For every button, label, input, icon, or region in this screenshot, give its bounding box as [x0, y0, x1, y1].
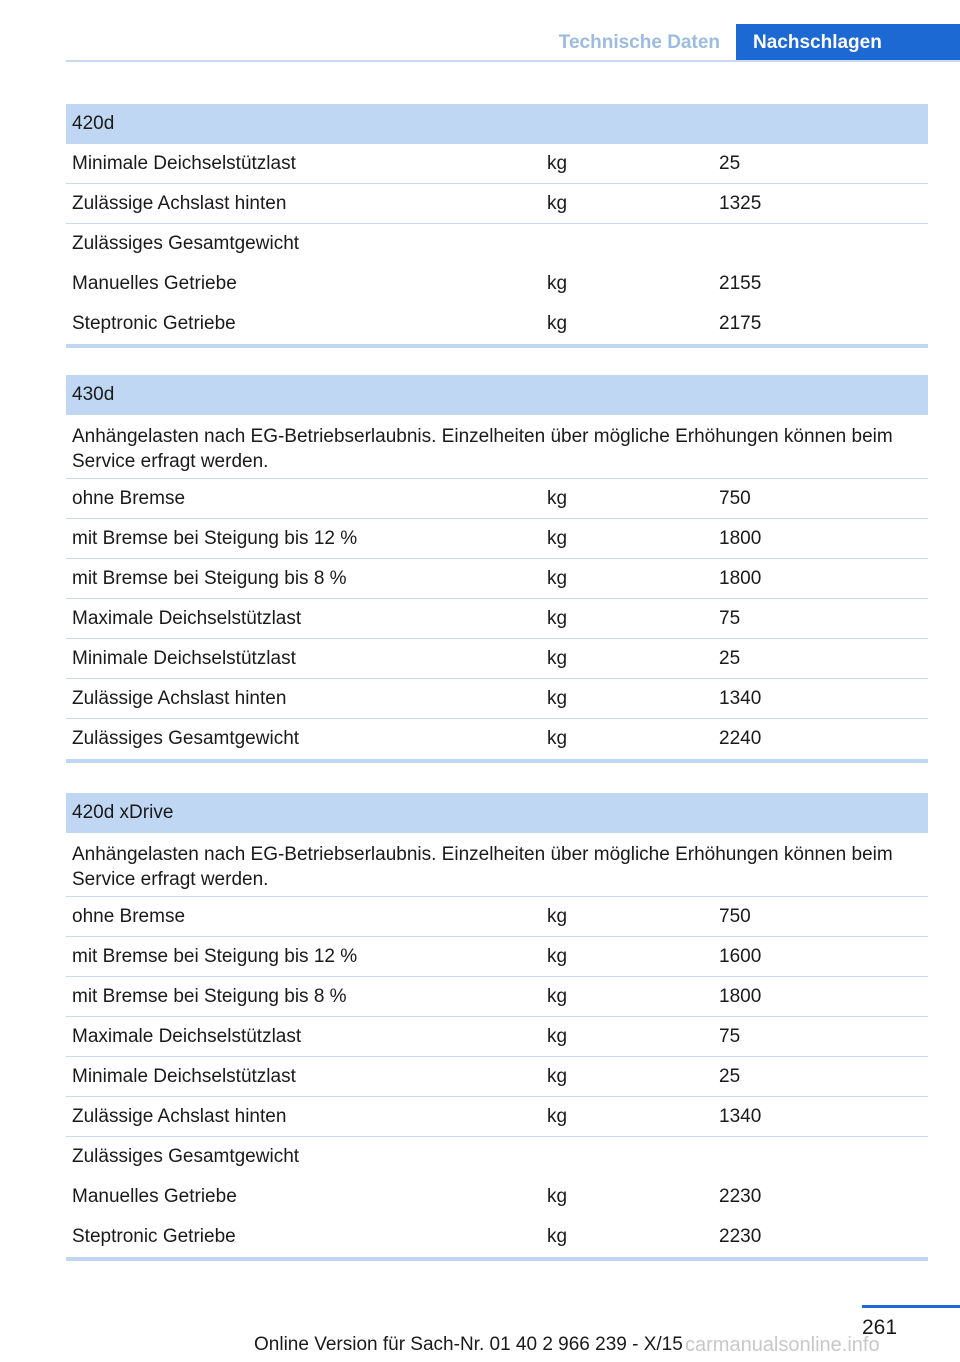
row-unit: kg: [547, 946, 568, 967]
row-value: 2155: [719, 273, 762, 294]
chapter-tab[interactable]: Nachschlagen: [736, 24, 960, 62]
table-row: [66, 1057, 928, 1097]
row-unit: kg: [547, 1106, 568, 1127]
row-value: 1325: [719, 193, 762, 214]
row-label: Zulässiges Gesamtgewicht: [72, 728, 300, 749]
row-label: Zulässige Achslast hinten: [72, 193, 287, 214]
row-label: Zulässige Achslast hinten: [72, 1106, 287, 1127]
row-value: 1800: [719, 568, 762, 589]
page-number-rule: [862, 1305, 960, 1308]
row-value: 750: [719, 488, 751, 509]
row-label: Zulässiges Gesamtgewicht: [72, 233, 300, 254]
row-unit: kg: [547, 608, 568, 629]
row-label: Steptronic Getriebe: [72, 313, 236, 334]
table-row: [66, 937, 928, 977]
row-value: 1800: [719, 986, 762, 1007]
row-value: 750: [719, 906, 751, 927]
row-unit: kg: [547, 728, 568, 749]
row-unit: kg: [547, 153, 568, 174]
page-header: [66, 24, 960, 62]
table-title: 430d: [66, 375, 928, 415]
row-value: 2230: [719, 1226, 762, 1247]
row-unit: kg: [547, 568, 568, 589]
row-label: mit Bremse bei Steigung bis 8 %: [72, 986, 347, 1007]
row-label: mit Bremse bei Steigung bis 12 %: [72, 946, 358, 967]
table-row: [66, 519, 928, 559]
spec-table-420d: [66, 104, 928, 348]
row-label: Manuelles Getriebe: [72, 1186, 237, 1207]
row-unit: kg: [547, 906, 568, 927]
row-label: Minimale Deichselstützlast: [72, 153, 296, 174]
row-label: Maximale Deichselstützlast: [72, 1026, 302, 1047]
table-row: [66, 897, 928, 937]
row-unit: kg: [547, 273, 568, 294]
row-value: 2240: [719, 728, 762, 749]
page-number: 261: [862, 1316, 898, 1339]
row-label: mit Bremse bei Steigung bis 8 %: [72, 568, 347, 589]
table-row: [66, 977, 928, 1017]
table-row: [66, 719, 928, 759]
table-row: [66, 1217, 928, 1257]
row-unit: kg: [547, 1026, 568, 1047]
table-row: [66, 479, 928, 519]
row-label: mit Bremse bei Steigung bis 12 %: [72, 528, 358, 549]
row-label: Zulässiges Gesamtgewicht: [72, 1146, 300, 1167]
row-label: ohne Bremse: [72, 488, 186, 509]
row-unit: kg: [547, 528, 568, 549]
row-label: Minimale Deichselstützlast: [72, 1066, 296, 1087]
row-unit: kg: [547, 1226, 568, 1247]
table-row: [66, 599, 928, 639]
row-label: Maximale Deichselstützlast: [72, 608, 302, 629]
row-unit: kg: [547, 1066, 568, 1087]
row-value: 1600: [719, 946, 762, 967]
table-row: [66, 1017, 928, 1057]
row-value: 1340: [719, 1106, 762, 1127]
table-row: [66, 224, 928, 264]
row-unit: kg: [547, 313, 568, 334]
row-unit: kg: [547, 488, 568, 509]
row-value: 25: [719, 153, 741, 174]
footer-version-text: Online Version für Sach-Nr. 01 40 2 966 239 - X/15: [254, 1334, 683, 1355]
row-value: 1340: [719, 688, 762, 709]
table-row: [66, 639, 928, 679]
table-row: [66, 1177, 928, 1217]
row-value: 25: [719, 648, 741, 669]
spec-table-430d: [66, 375, 928, 763]
table-row: [66, 1137, 928, 1177]
table-end-rule: [66, 759, 928, 763]
table-row: [66, 184, 928, 224]
row-label: Steptronic Getriebe: [72, 1226, 236, 1247]
row-value: 1800: [719, 528, 762, 549]
row-label: ohne Bremse: [72, 906, 186, 927]
row-unit: kg: [547, 1186, 568, 1207]
section-title: Technische Daten: [558, 32, 720, 53]
row-value: 75: [719, 608, 741, 629]
row-value: 75: [719, 1026, 741, 1047]
row-value: 2175: [719, 313, 762, 334]
watermark: carmanualsonline.info: [685, 1334, 880, 1356]
table-title: 420d: [66, 104, 928, 144]
row-value: 2230: [719, 1186, 762, 1207]
table-row: [66, 1097, 928, 1137]
table-title: 420d xDrive: [66, 793, 928, 833]
table-note: [66, 415, 928, 479]
row-unit: kg: [547, 986, 568, 1007]
table-row: [66, 264, 928, 304]
row-value: 25: [719, 1066, 741, 1087]
header-divider: [66, 60, 960, 62]
spec-table-420d-xdrive: [66, 793, 928, 1261]
row-label: Minimale Deichselstützlast: [72, 648, 296, 669]
note-text: Anhängelasten nach EG-Betriebserlaubnis. Einzelheiten über mögliche Erhöhungen können beim Service erfragt werden.: [72, 844, 893, 890]
table-row: [66, 679, 928, 719]
row-label: Manuelles Getriebe: [72, 273, 237, 294]
row-label: Zulässige Achslast hinten: [72, 688, 287, 709]
table-row: [66, 144, 928, 184]
row-unit: kg: [547, 688, 568, 709]
row-unit: kg: [547, 193, 568, 214]
table-end-rule: [66, 344, 928, 348]
table-row: [66, 304, 928, 344]
table-row: [66, 559, 928, 599]
table-end-rule: [66, 1257, 928, 1261]
row-unit: kg: [547, 648, 568, 669]
table-note: [66, 833, 928, 897]
note-text: Anhängelasten nach EG-Betriebserlaubnis. Einzelheiten über mögliche Erhöhungen können beim Service erfragt werden.: [72, 426, 893, 472]
